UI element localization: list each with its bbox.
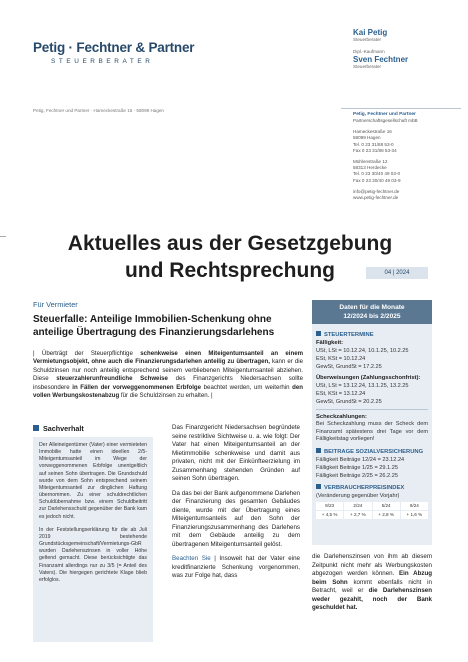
fold-mark	[0, 236, 6, 237]
transfer-date-line: USt, LSt = 13.12.24, 13.1.25, 13.2.25	[316, 383, 409, 389]
square-bullet-icon	[33, 425, 39, 431]
beachten-sie-label: Beachten Sie	[172, 555, 211, 562]
section-label: Für Vermieter	[33, 300, 78, 309]
sachverhalt-box	[33, 437, 153, 642]
sachverhalt-paragraph: Der Alleineigentümer (Vater) einer vermieteten Immobilie hatte einen ideellen 2/5-Miteigentumsanteil im Wege der vorweggenommenen Erbfolge unentgeltlich auf seinen Sohn übertragen. Die Grundschuld wurde von dem Sohn entsprechend seinem Miteigentumsanteil zur dinglichen Haftung übernommen. Zu einer schuldrechtlichen Schuldübernahme bzw. einem Schuldbeitritt zur Darlehensschuld gegenüber der Bank kam es jedoch nicht.	[39, 442, 147, 520]
title-line-2: und Rechtsprechung	[124, 259, 335, 282]
office-contact	[341, 109, 461, 201]
faelligkeit-label: Fälligkeit:	[316, 340, 344, 346]
square-bullet-icon	[316, 448, 321, 453]
square-bullet-icon	[316, 484, 321, 489]
sachverhalt-heading: Sachverhalt	[33, 424, 153, 433]
scheck-label: Scheckzahlungen:	[316, 414, 367, 420]
partner-degree: Dipl.-Kaufmann	[353, 49, 385, 54]
office-hagen-line: Hameckestraße 16	[353, 129, 392, 135]
office-hagen-line: 58099 Hagen	[353, 135, 381, 141]
partner-list	[341, 20, 461, 109]
logo-subtitle: STEUERBERATER	[51, 58, 154, 65]
article-intro: | Überträgt der Steuerpflichtige schenkweise einen Miteigentumsanteil an einem Vermietungsobjekt, ohne auch die Finanzierungsdarlehen anteilig zu übertragen, kann er die Schuldzinsen nur noch anteilig entsprechend seinem verbliebenen Miteigentumsanteil abziehen. Diese steuerzahlerunfreundliche Schweise des Finanzgerichts Niedersachsen sollte insbesondere in Fällen der vorweggenommenen Erbfolge beachtet werden, um weiterhin den vollen Werbungskostenabzug für die Schuldzinsen zu erhalten. |	[33, 350, 304, 400]
sidebar-header: Daten für die Monate 12/2024 bis 2/2025	[312, 300, 432, 324]
office-hagen-line: Tel. 0 23 31/88 53-0	[353, 141, 394, 147]
title-line-1: Aktuelles aus der Gesetzgebung	[67, 232, 393, 255]
sachverhalt-paragraph: In der Feststellungserklärung für die ab Juli 2019 bestehende Grundstücksgemeinschaft/Vermietungs-GbR wurden Darlehenszinsen in voller Höhe geltend gemacht. Diese berücksichtigte das Finanzamt allerdings nur zu 3/5 (= Anteil des Vaters). Die hiergegen gerichtete Klage blieb erfolglos.	[39, 526, 147, 583]
article-title: Steuerfalle: Anteilige Immobilien-Schenkung ohne anteilige Übertragung des Finanzierungsdarlehens	[33, 314, 275, 338]
due-date-line: USt, LSt = 10.12.24, 10.1.25, 10.2.25	[316, 348, 409, 354]
vpi-month: 9/23	[316, 502, 343, 510]
vpi-value: + 2,7 %	[344, 511, 371, 519]
firm-name: Petig, Fechtner und Partner	[353, 112, 416, 117]
ueberweisung-label: Überweisungen (Zahlungsschonfrist):	[316, 375, 421, 381]
scheck-note: Bei Scheckzahlung muss der Scheck dem Finanzamt spätestens drei Tage vor dem Fälligkeitstag vorliegen!	[316, 421, 428, 443]
contribution-date-line: Fälligkeit Beiträge 12/24 = 23.12.24	[316, 456, 405, 463]
office-herdecke-line: Tel. 0 23 30/40 49 03-0	[353, 171, 400, 177]
vpi-subtitle: (Veränderung gegenüber Vorjahr)	[316, 492, 400, 499]
article-body-column	[172, 424, 300, 581]
body-paragraph: Da das bei der Bank aufgenommene Darlehen der Finanzierung des gesamten Gebäudes diente, wurde mit der Übertragung eines Miteigentumsanteils auf den Sohn der Finanzierungszusammenhang des Darlehens mit dem Gebäude anteilig zu dem übertragenen Miteigentumsanteil gelöst.	[172, 489, 300, 548]
vpi-heading: VERBRAUCHERPREISINDEX	[316, 484, 428, 492]
email-link[interactable]: info@petig-fechtner.de	[353, 188, 400, 194]
vpi-month: 2/24	[344, 502, 371, 510]
office-herdecke-line: Fax 0 23 30/40 49 03-9	[353, 177, 401, 183]
letterhead-sidebar	[341, 20, 461, 201]
website-link[interactable]: www.petig-fechtner.de	[353, 195, 399, 201]
article-body-continued: die Darlehenszinsen von ihm ab diesem Zeitpunkt nicht mehr als Werbungskosten abgezogen werden können. Ein Abzug beim Sohn kommt ebenfalls nicht in Betracht, weil er die Darlehenszinsen weder gezahlt, noch der Bank geschuldet hat.	[312, 553, 433, 611]
contribution-date-line: Fälligkeit Beiträge 1/25 = 29.1.25	[316, 464, 398, 471]
due-date-line: ESt, KSt = 10.12.24	[316, 356, 366, 362]
partner-name: Sven Fechtner	[353, 55, 409, 64]
vpi-value: + 2,8 %	[373, 511, 400, 519]
contribution-date-line: Fälligkeit Beiträge 2/25 = 26.2.25	[316, 472, 398, 479]
office-herdecke-line: 58313 Herdecke	[353, 165, 387, 171]
vpi-table	[316, 502, 428, 519]
page-title	[60, 230, 400, 284]
square-bullet-icon	[316, 331, 321, 336]
office-herdecke-line: Mühlenstraße 12	[353, 159, 388, 165]
vpi-value: + 4,5 %	[316, 511, 343, 519]
partner-name: Kai Petig	[353, 28, 388, 37]
transfer-date-line: ESt, KSt = 13.12.24	[316, 391, 366, 397]
partner-title: Steuerberater	[353, 64, 382, 69]
sozialversicherung-heading: BEITRAGE SOZIALVERSICHERUNG	[316, 448, 428, 456]
steuertermine-heading: STEUERTERMINE	[316, 331, 428, 339]
body-paragraph: Beachten Sie | Insoweit hat der Vater eine kreditfinanzierte Schenkung vorgenommen, was zur Folge hat, dass	[172, 555, 300, 579]
logo-name: Petig · Fechtner & Partner	[33, 40, 195, 55]
issue-badge: 04 | 2024	[366, 267, 428, 279]
dates-sidebar	[312, 300, 432, 545]
vpi-value: + 1,6 %	[401, 511, 428, 519]
sender-address-line: Petig, Fechtner und Partner · Hameckestraße 16 · 58099 Hagen	[33, 108, 164, 113]
firm-legal-form: Partnerschaftsgesellschaft mbB	[353, 118, 418, 123]
vpi-month: 5/24	[373, 502, 400, 510]
transfer-date-line: GewSt, GrundSt = 20.2.25	[316, 399, 382, 405]
partner-title: Steuerberater	[353, 37, 382, 42]
due-date-line: GewSt, GrundSt = 17.2.25	[316, 364, 382, 370]
vpi-month: 9/24	[401, 502, 428, 510]
body-paragraph: Das Finanzgericht Niedersachsen begründete seine restriktive Sichtweise u. a. wie folgt: Der Vater hat einen Miteigentumsanteil an der Mietimmobilie schenkweise und damit aus privaten, nicht mit der Einkünfteerzielung im Zusammenhang stehenden Gründen auf seinen Sohn übertragen.	[172, 424, 300, 482]
firm-logo	[33, 40, 208, 65]
office-hagen-line: Fax 0 23 31/88 53-34	[353, 147, 397, 153]
